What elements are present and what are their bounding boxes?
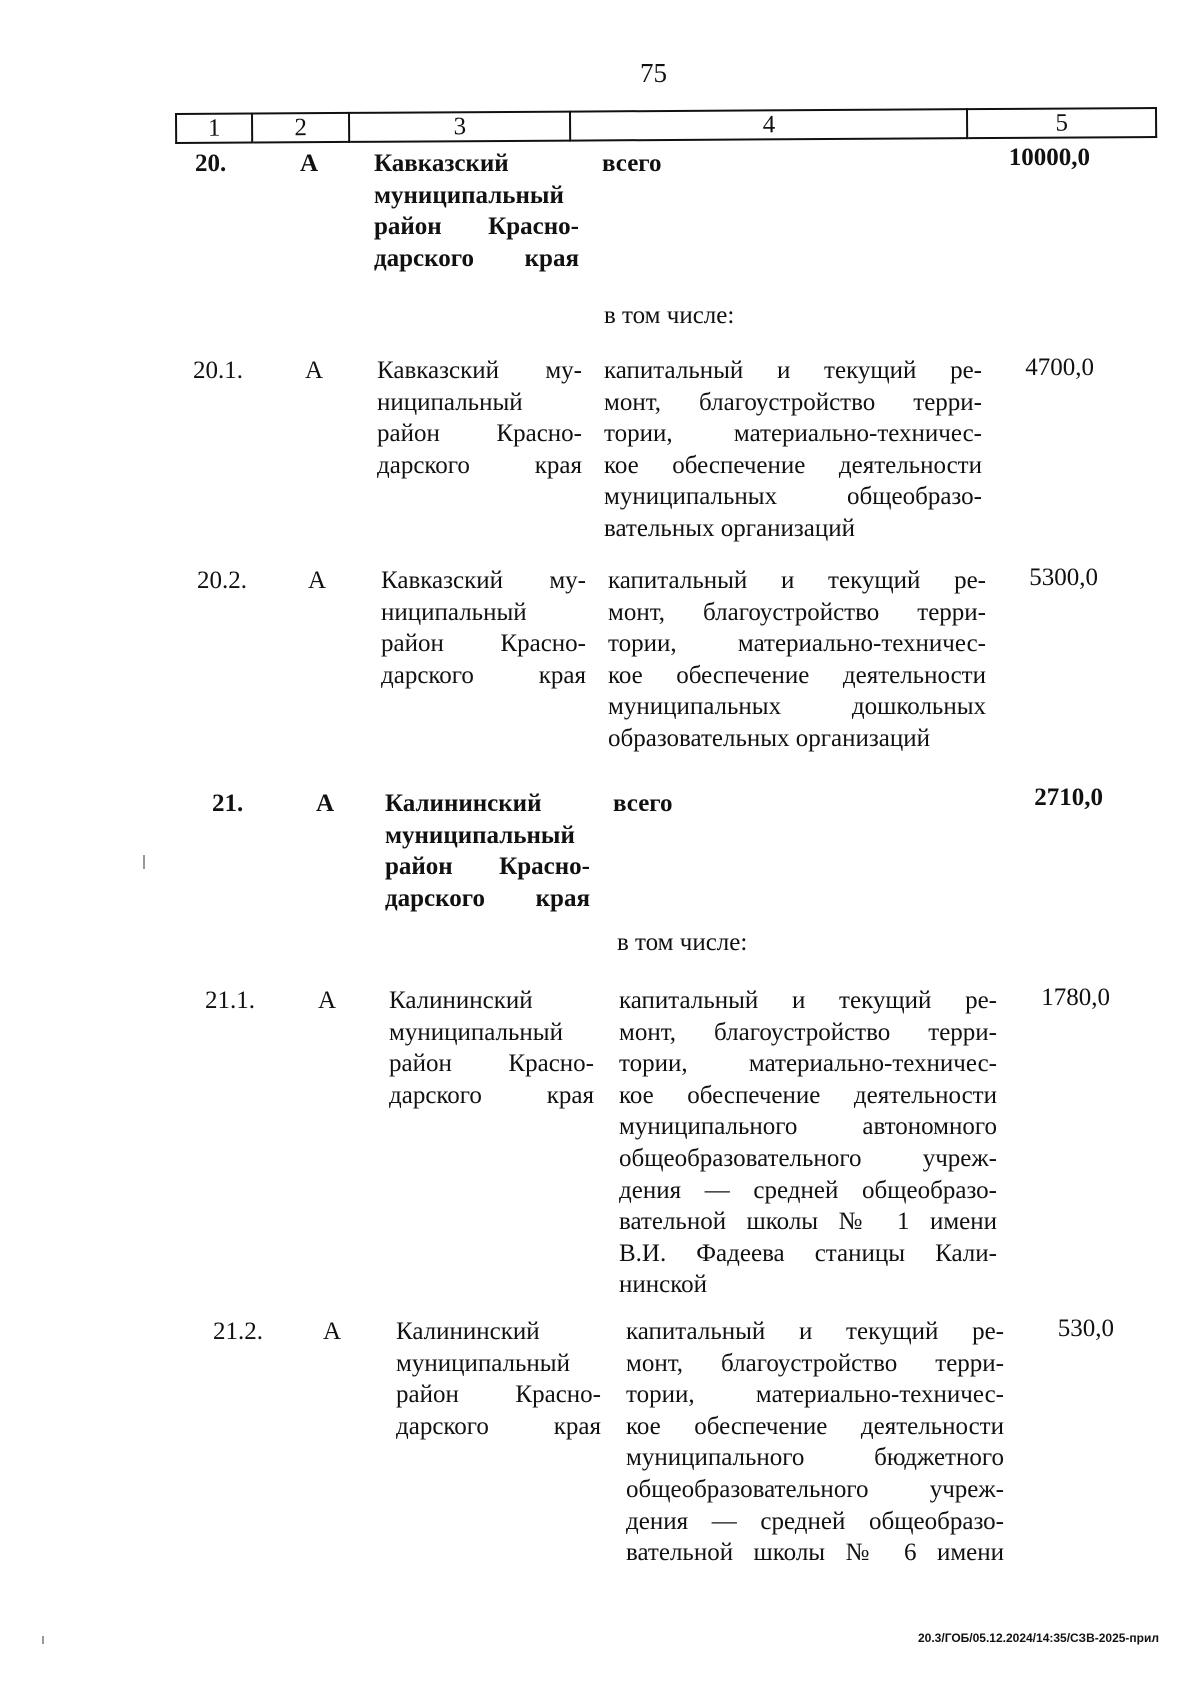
row-amount: 10000,0 (1008, 144, 1090, 171)
row-description (626, 1316, 1004, 1569)
description-line: кое обеспечение деятельности (604, 451, 982, 479)
description-line: тории, материально-техничес- (604, 420, 982, 448)
district-line: муниципальный (389, 1018, 563, 1046)
description-line: тории, материально-техничес- (619, 1050, 997, 1078)
row-district (389, 985, 594, 1111)
district-line: Кавказский му- (377, 357, 582, 384)
description-line: всего (613, 790, 673, 817)
district-line: Калининский (389, 987, 533, 1014)
description-line: вательной школы № 6 имени (626, 1539, 1004, 1567)
description-line: капитальный и текущий ре- (626, 1318, 1004, 1345)
description-line: муниципальных общеобразо- (604, 483, 982, 511)
row-amount: 530,0 (1057, 1315, 1114, 1342)
district-line: муниципальный (374, 181, 564, 209)
description-line: всего (602, 150, 662, 177)
row-category: А (308, 567, 327, 594)
description-line: монт, благоустройство терри- (619, 1018, 997, 1046)
district-line: Калининский (385, 790, 542, 817)
row-number: 21.2. (213, 1318, 263, 1345)
district-line: ниципальный (377, 388, 523, 416)
district-line: Калининский (396, 1318, 540, 1345)
district-line: ниципальный (381, 598, 527, 626)
row-category: А (300, 150, 319, 177)
description-line: капитальный и текущий ре- (608, 567, 986, 594)
row-district (396, 1316, 601, 1442)
description-line: образовательных организаций (608, 724, 931, 752)
row-description (613, 788, 991, 820)
scan-mark (143, 855, 145, 869)
row-category: А (305, 357, 324, 384)
subheading-including: в том числе: (617, 929, 748, 956)
district-line: дарского края (389, 1081, 594, 1109)
district-line: дарского края (377, 451, 582, 479)
description-line: монт, благоустройство терри- (604, 388, 982, 416)
district-line: муниципальный (396, 1349, 570, 1377)
description-line: муниципальных дошкольных (608, 693, 986, 721)
row-description (602, 148, 980, 180)
document-stamp: 20.3/ГОБ/05.12.2024/14:35/СЗВ-2025-прил (918, 1631, 1160, 1645)
row-amount: 1780,0 (1041, 984, 1110, 1011)
row-district (381, 565, 586, 691)
description-line: общеобразовательного учреж- (619, 1144, 997, 1172)
page-number: 75 (640, 58, 667, 88)
description-line: капитальный и текущий ре- (619, 987, 997, 1014)
district-line: дарского края (374, 244, 579, 272)
column-header-table (175, 107, 1157, 144)
district-line: дарского края (396, 1412, 601, 1440)
description-line: монт, благоустройство терри- (626, 1349, 1004, 1377)
district-line: район Красно- (389, 1050, 594, 1078)
column-header-1: 1 (176, 114, 252, 143)
district-line: район Красно- (381, 630, 586, 658)
scan-mark (42, 1636, 44, 1644)
row-number: 20.1. (193, 357, 243, 384)
description-line: вательных организаций (604, 514, 855, 542)
district-line: дарского края (385, 884, 590, 912)
district-line: район Красно- (377, 420, 582, 448)
row-number: 20. (195, 150, 227, 177)
row-amount: 2710,0 (1034, 784, 1103, 811)
description-line: дения — средней общеобразо- (626, 1507, 1004, 1535)
row-district (374, 148, 579, 274)
description-line: нинской (619, 1271, 707, 1299)
row-number: 21.1. (205, 987, 255, 1014)
row-description (604, 355, 982, 545)
description-line: муниципального бюджетного (626, 1444, 1004, 1472)
subheading-including: в том числе: (604, 302, 735, 329)
district-line: район Красно- (374, 213, 579, 241)
row-category: А (318, 987, 337, 1014)
description-line: кое обеспечение деятельности (608, 661, 986, 689)
row-description (619, 985, 997, 1301)
row-district (385, 788, 590, 914)
district-line: муниципальный (385, 821, 575, 849)
description-line: тории, материально-техничес- (608, 630, 986, 658)
district-line: дарского края (381, 661, 586, 689)
description-line: кое обеспечение деятельности (619, 1081, 997, 1109)
row-amount: 4700,0 (1025, 354, 1094, 381)
description-line: общеобразовательного учреж- (626, 1475, 1004, 1503)
description-line: капитальный и текущий ре- (604, 357, 982, 384)
description-line: монт, благоустройство терри- (608, 598, 986, 626)
district-line: Кавказский (374, 150, 509, 177)
column-header-2: 2 (252, 113, 349, 143)
district-line: район Красно- (396, 1381, 601, 1409)
description-line: В.И. Фадеева станицы Кали- (619, 1239, 997, 1267)
description-line: вательной школы № 1 имени (619, 1208, 997, 1236)
district-line: Кавказский му- (381, 567, 586, 594)
row-amount: 5300,0 (1029, 564, 1098, 591)
description-line: кое обеспечение деятельности (626, 1412, 1004, 1440)
column-header-4: 4 (570, 109, 967, 140)
column-header-3: 3 (349, 112, 570, 142)
description-line: тории, материально-техничес- (626, 1381, 1004, 1409)
district-line: район Красно- (385, 853, 590, 881)
row-district (377, 355, 582, 481)
row-category: А (323, 1318, 342, 1345)
description-line: дения — средней общеобразо- (619, 1176, 997, 1204)
row-number: 20.2. (197, 567, 247, 594)
row-number: 21. (212, 790, 244, 817)
description-line: муниципального автономного (619, 1113, 997, 1141)
column-header-5: 5 (967, 108, 1156, 138)
row-category: А (316, 790, 335, 817)
row-description (608, 565, 986, 755)
